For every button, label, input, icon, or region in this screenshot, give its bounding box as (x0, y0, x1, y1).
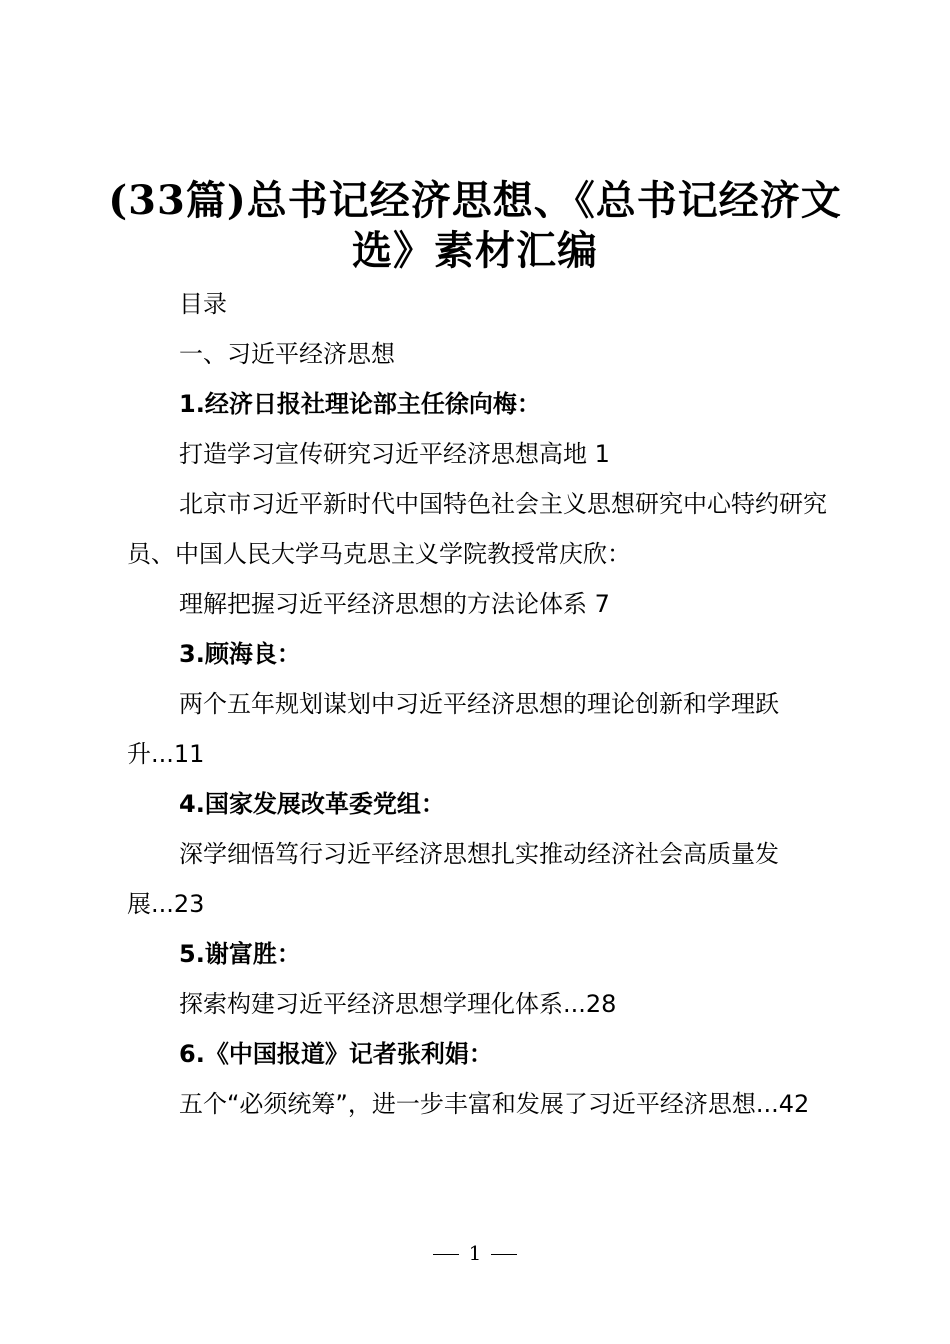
footer-dash-right (491, 1254, 517, 1255)
toc-entry-author: 4.国家发展改革委党组： (179, 790, 445, 818)
toc-entry-author: 3.顾海良： (179, 640, 301, 668)
toc-entry-title: 深学细悟笃行习近平经济思想扎实推动经济社会高质量发展...23 (127, 840, 779, 918)
toc-entry-author: 6.《中国报道》记者张利娟： (179, 1040, 493, 1068)
toc-entry-author: 北京市习近平新时代中国特色社会主义思想研究中心特约研究员、中国人民大学马克思主义学院教授常庆欣： (127, 490, 827, 568)
toc-heading: 目录 (179, 290, 227, 318)
toc-entry-author: 1.经济日报社理论部主任徐向梅： (179, 390, 541, 418)
toc-entry-title: 五个“必须统筹”，进一步丰富和发展了习近平经济思想...42 (179, 1090, 810, 1118)
toc-entry-author: 5.谢富胜： (179, 940, 301, 968)
toc-entry-title: 理解把握习近平经济思想的方法论体系 7 (179, 590, 610, 618)
toc-section-heading: 一、习近平经济思想 (179, 340, 395, 368)
toc-entry-title: 两个五年规划谋划中习近平经济思想的理论创新和学理跃升...11 (127, 690, 779, 768)
page-footer (0, 1238, 950, 1268)
document-title: (33篇)总书记经济思想、《总书记经济文选》素材汇编 (108, 177, 842, 274)
toc-entry-title: 打造学习宣传研究习近平经济思想高地 1 (179, 440, 610, 468)
toc-entry-title: 探索构建习近平经济思想学理化体系...28 (179, 990, 617, 1018)
footer-dash-left (433, 1254, 459, 1255)
page-number: 1 (468, 1241, 482, 1265)
table-of-contents (127, 279, 832, 1129)
